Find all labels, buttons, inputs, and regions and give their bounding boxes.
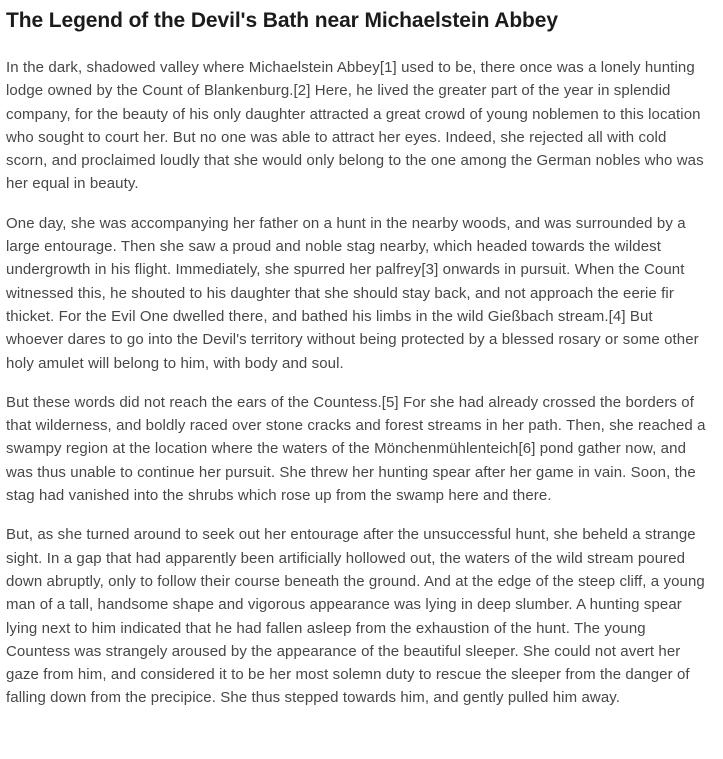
article-paragraph-1: In the dark, shadowed valley where Michaelstein Abbey[1] used to be, there once was a lonely hunting lodge owned by the Count of Blankenburg.[2] Here, he lived the greater part of the year in splendid company, for the beauty of his only daughter attracted a great crowd of young noblemen to this location who sought to court her. But no one was able to attract her eyes. Indeed, she rejected all with cold scorn, and proclaimed loudly that she would only belong to the one among the German nobles who was her equal in beauty. bbox=[6, 59, 704, 193]
article-paragraph-4: But, as she turned around to seek out her entourage after the unsuccessful hunt, she beheld a strange sight. In a gap that had apparently been artificially hollowed out, the waters of the wild stream poured down abruptly, only to follow their course beneath the ground. And at the edge of the steep cliff, a young man of a tall, handsome shape and vigorous appearance was lying in deep slumber. A hunting spear lying next to him indicated that he had fallen asleep from the exhaustion of the hunt. The young Countess was strangely aroused by the appearance of the beautiful sleeper. She could not avert her gaze from him, and considered it to be her most solemn duty to rescue the sleeper from the danger of falling down from the precipice. She thus stepped towards him, and gently pulled him away. bbox=[6, 526, 705, 707]
article-paragraph-2: One day, she was accompanying her father on a hunt in the nearby woods, and was surrounded by a large entourage. Then she saw a proud and noble stag nearby, which headed towards the wildest undergrowth in his flight. Immediately, she spurred her palfrey[3] onwards in pursuit. When the Count witnessed this, he shouted to his daughter that she should stay back, and not approach the eerie fir thicket. For the Evil One dwelled there, and bathed his limbs in the wild Gießbach stream.[4] But whoever dares to go into the Devil's territory without being protected by a blessed rosary or some other holy amulet will belong to him, with body and soul. bbox=[6, 214, 699, 372]
page-title: The Legend of the Devil's Bath near Michaelstein Abbey bbox=[6, 9, 558, 32]
article-paragraph-3: But these words did not reach the ears of the Countess.[5] For she had already crossed the borders of that wilderness, and boldly raced over stone cracks and forest streams in her path. Then, she reached a swampy region at the location where the waters of the Mönchenmühlenteich[6] pond gather now, and was thus unable to continue her pursuit. She threw her hunting spear after her game in vain. Soon, the stag had vanished into the shrubs which rose up from the swamp here and there. bbox=[6, 393, 706, 505]
